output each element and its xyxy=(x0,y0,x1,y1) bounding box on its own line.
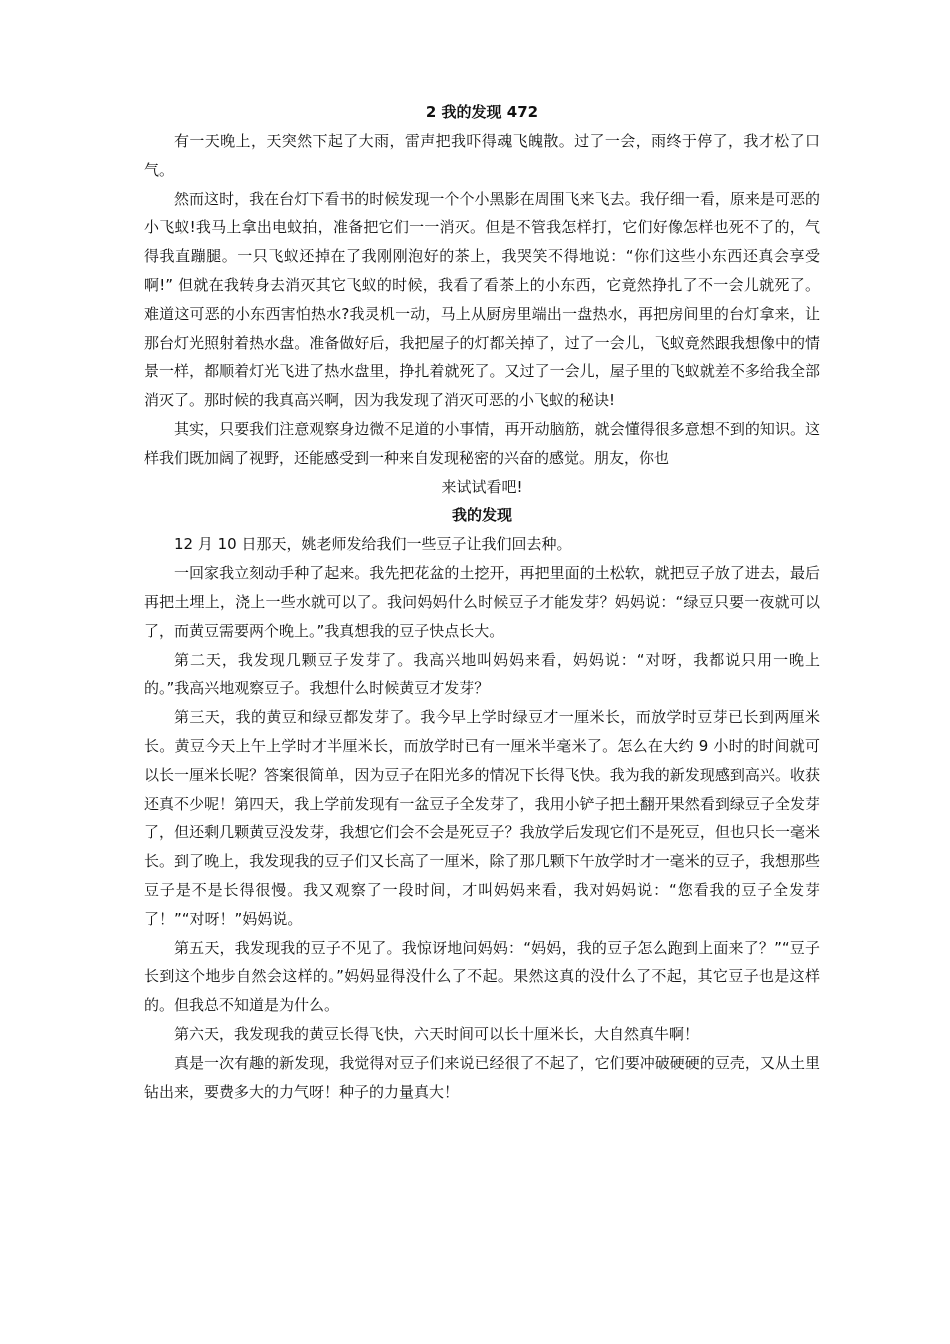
article2-paragraph-7: 真是一次有趣的新发现，我觉得对豆子们来说已经很了不起了，它们要冲破硬硬的豆壳，又从土里钻出来，要费多大的力气呀！种子的力量真大！ xyxy=(144,1053,820,1101)
article2-paragraph-6: 第六天，我发现我的黄豆长得飞快，六天时间可以长十厘米长，大自然真牛啊！ xyxy=(174,1024,700,1043)
article1-closing-line: 来试试看吧! xyxy=(441,477,523,496)
article1-paragraph-1: 有一天晚上，天突然下起了大雨，雷声把我吓得魂飞魄散。过了一会，雨终于停了，我才松了口气。 xyxy=(144,132,820,179)
article2-paragraph-5: 第五天，我发现我的豆子不见了。我惊讶地问妈妈：“妈妈，我的豆子怎么跑到上面来了？”“豆子长到这个地步自然会这样的。”妈妈显得没什么了不起。果然这真的没什么了不起，其它豆子也是这样的。但我总不知道是为什么。 xyxy=(144,938,820,1015)
article1-paragraph-3: 其实，只要我们注意观察身边微不足道的小事情，再开动脑筋，就会懂得很多意想不到的知识。这样我们既加阔了视野，还能感受到一种来自发现秘密的兴奋的感觉。朋友，你也 xyxy=(144,419,820,467)
article2-paragraph-1: 12 月 10 日那天，姚老师发给我们一些豆子让我们回去种。 xyxy=(174,535,572,554)
article2-paragraph-4: 第三天，我的黄豆和绿豆都发芽了。我今早上学时绿豆才一厘米长，而放学时豆芽已长到两厘米长。黄豆今天上午上学时才半厘米长，而放学时已有一厘米半毫米了。怎么在大约 9 小时的时间就可以长一厘米长呢？答案很简单，因为豆子在阳光多的情况下长得飞快。我为我的新发现感到高兴。收获还真不少呢！第四天，我上学前发现有一盆豆子全发芽了，我用小铲子把土翻开果然看到绿豆子全发芽了，但还剩几颗黄豆没发芽，我想它们会不会是死豆子？我放学后发现它们不是死豆，但也只长一毫米长。到了晚上，我发现我的豆子们又长高了一厘米，除了那几颗下午放学时才一毫米的豆子，我想那些豆子是不是长得很慢。我又观察了一段时间，才叫妈妈来看，我对妈妈说：“您看我的豆子全发芽了！”“对呀！”妈妈说。 xyxy=(144,708,820,928)
article2-paragraph-3: 第二天，我发现几颗豆子发芽了。我高兴地叫妈妈来看，妈妈说：“对呀，我都说只用一晚上的。”我高兴地观察豆子。我想什么时候黄豆才发芽？ xyxy=(144,650,820,698)
document-page xyxy=(144,98,820,1106)
article1-paragraph-2: 然而这时，我在台灯下看书的时候发现一个个小黑影在周围飞来飞去。我仔细一看，原来是可恶的小飞蚁!我马上拿出电蚊拍，准备把它们一一消灭。但是不管我怎样打，它们好像怎样也死不了的，气得我直蹦腿。一只飞蚁还掉在了我刚刚泡好的茶上，我哭笑不得地说：“你们这些小东西还真会享受啊!” 但就在我转身去消灭其它飞蚁的时候，我看了看茶上的小东西，它竟然挣扎了不一会儿就死了。难道这可恶的小东西害怕热水?我灵机一动，马上从厨房里端出一盘热水，再把房间里的台灯拿来，让那台灯光照射着热水盘。准备做好后，我把屋子的灯都关掉了，过了一会儿，飞蚁竟然跟我想像中的情景一样，都顺着灯光飞进了热水盘里，挣扎着就死了。又过了一会儿，屋子里的飞蚁就差不多给我全部消灭了。那时候的我真高兴啊，因为我发现了消灭可恶的小飞蚁的秘诀! xyxy=(144,189,820,410)
article-title-1: 2 我的发现 472 xyxy=(425,103,539,121)
article2-paragraph-2: 一回家我立刻动手种了起来。我先把花盆的土挖开，再把里面的土松软，就把豆子放了进去，最后再把土埋上，浇上一些水就可以了。我问妈妈什么时候豆子才能发芽？妈妈说：“绿豆只要一夜就可以了，而黄豆需要两个晚上。”我真想我的豆子快点长大。 xyxy=(144,564,820,640)
article-title-2: 我的发现 xyxy=(451,506,512,525)
